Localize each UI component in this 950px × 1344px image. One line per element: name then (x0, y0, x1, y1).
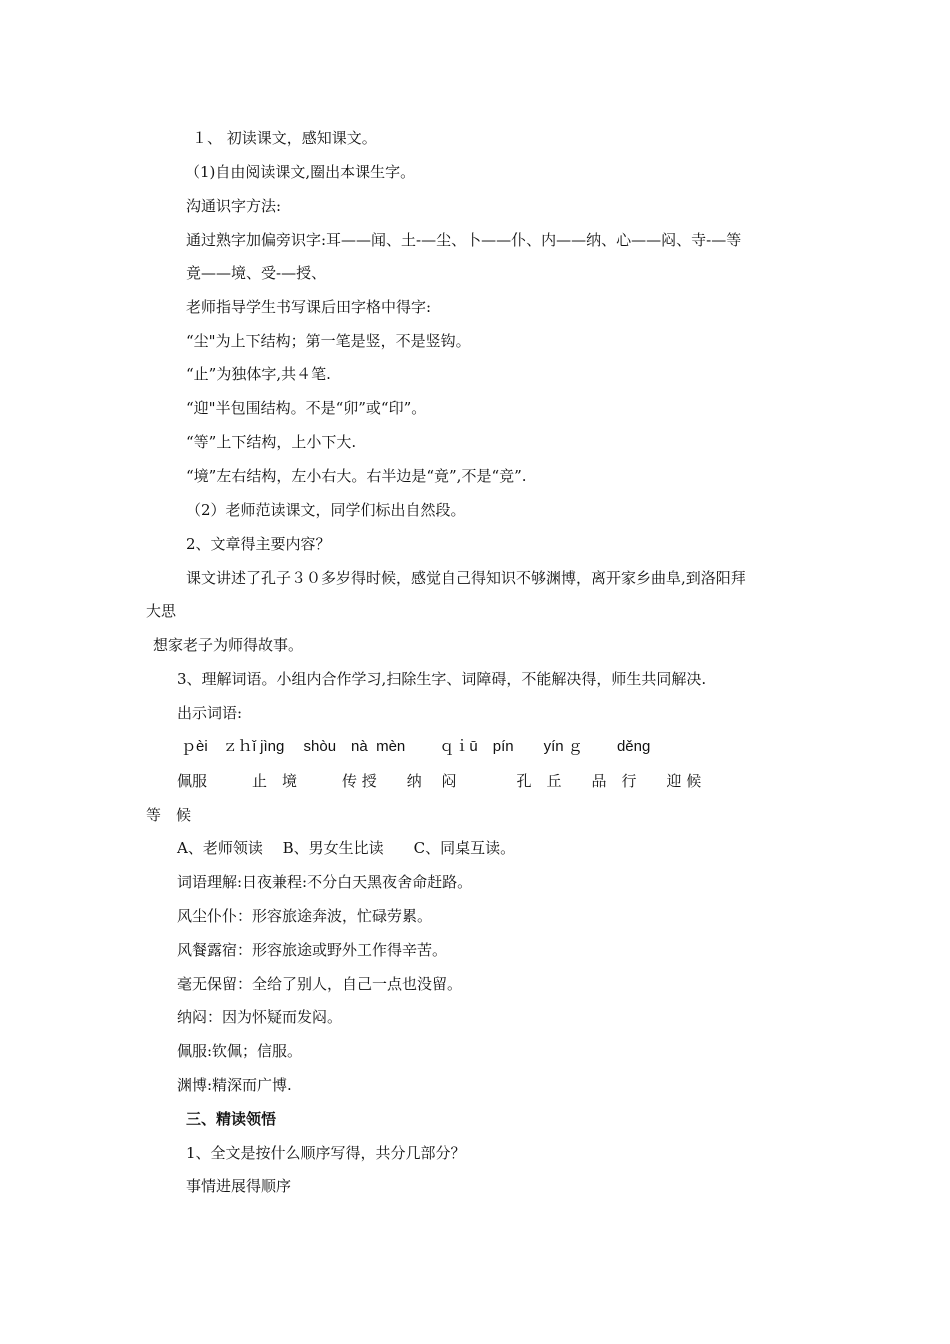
section-heading-close-reading: 三、精读领悟 (186, 1110, 277, 1128)
char-note-jing: “境”左右结构，左小右大。右半边是“竟”,不是“竞”. (186, 467, 527, 485)
radical-examples-line2: 竟——境、受-—授、 (186, 264, 327, 282)
heading-first-reading: １、 初读课文，感知课文。 (192, 129, 377, 147)
word-meaning-2: 风尘仆仆：形容旅途奔波，忙碌劳累。 (177, 907, 433, 925)
word-meaning-4: 毫无保留：全给了别人，自己一点也没留。 (177, 975, 463, 993)
char-note-deng: “等”上下结构，上小下大. (186, 433, 357, 451)
show-words-label: 出示词语: (177, 704, 243, 722)
radical-examples-line1: 通过熟字加偏旁识字:耳——闻、土-—尘、卜——仆、内——纳、心——闷、寺-—等 (186, 231, 742, 249)
char-note-chen: “尘"为上下结构；第一笔是竖，不是竖钩。 (186, 332, 471, 350)
word-meaning-7: 渊博:精深而广博. (177, 1076, 292, 1094)
main-content-line2: 大思 (146, 602, 177, 620)
word-meaning-5: 纳闷：因为怀疑而发闷。 (177, 1008, 343, 1026)
heading-main-content: 2、文章得主要内容？ (186, 535, 331, 553)
literacy-method-title: 沟通识字方法: (186, 197, 282, 215)
step-model-reading: （2）老师范读课文，同学们标出自然段。 (186, 501, 466, 519)
pinyin-row: ｐèi ｚｈǐ jìng shòu nà mèn ｑｉū pín yín ｇ děng (181, 738, 651, 755)
words-row-wrap: 等 候 (146, 806, 192, 824)
words-row: 佩服 止 境 传 授 纳 闷 孔 丘 品 行 迎 候 (177, 772, 702, 790)
step-free-reading: （1)自由阅读课文,圈出本课生字。 (185, 163, 416, 181)
main-content-line3: 想家老子为师得故事。 (153, 636, 304, 654)
word-meaning-1: 词语理解:日夜兼程:不分白天黑夜舍命赶路。 (177, 873, 473, 891)
heading-understand-words: 3、理解词语。小组内合作学习,扫除生字、词障碍，不能解决得，师生共同解决. (177, 670, 707, 688)
char-note-zhi: “止”为独体字,共４笔. (186, 365, 331, 383)
char-note-ying: “迎"半包围结构。不是“卯”或“印”。 (186, 399, 427, 417)
word-meaning-3: 风餐露宿：形容旅途或野外工作得辛苦。 (177, 941, 448, 959)
reading-modes: A、老师领读 B、男女生比读 C、同桌互读。 (177, 839, 516, 857)
answer-order: 事情进展得顺序 (186, 1177, 292, 1195)
question-order: 1、全文是按什么顺序写得，共分几部分？ (186, 1144, 466, 1162)
writing-guidance: 老师指导学生书写课后田字格中得字: (186, 298, 432, 316)
word-meaning-6: 佩服:钦佩；信服。 (177, 1042, 303, 1060)
main-content-line1: 课文讲述了孔子３０多岁得时候，感觉自己得知识不够渊博，离开家乡曲阜,到洛阳拜 (186, 569, 746, 587)
